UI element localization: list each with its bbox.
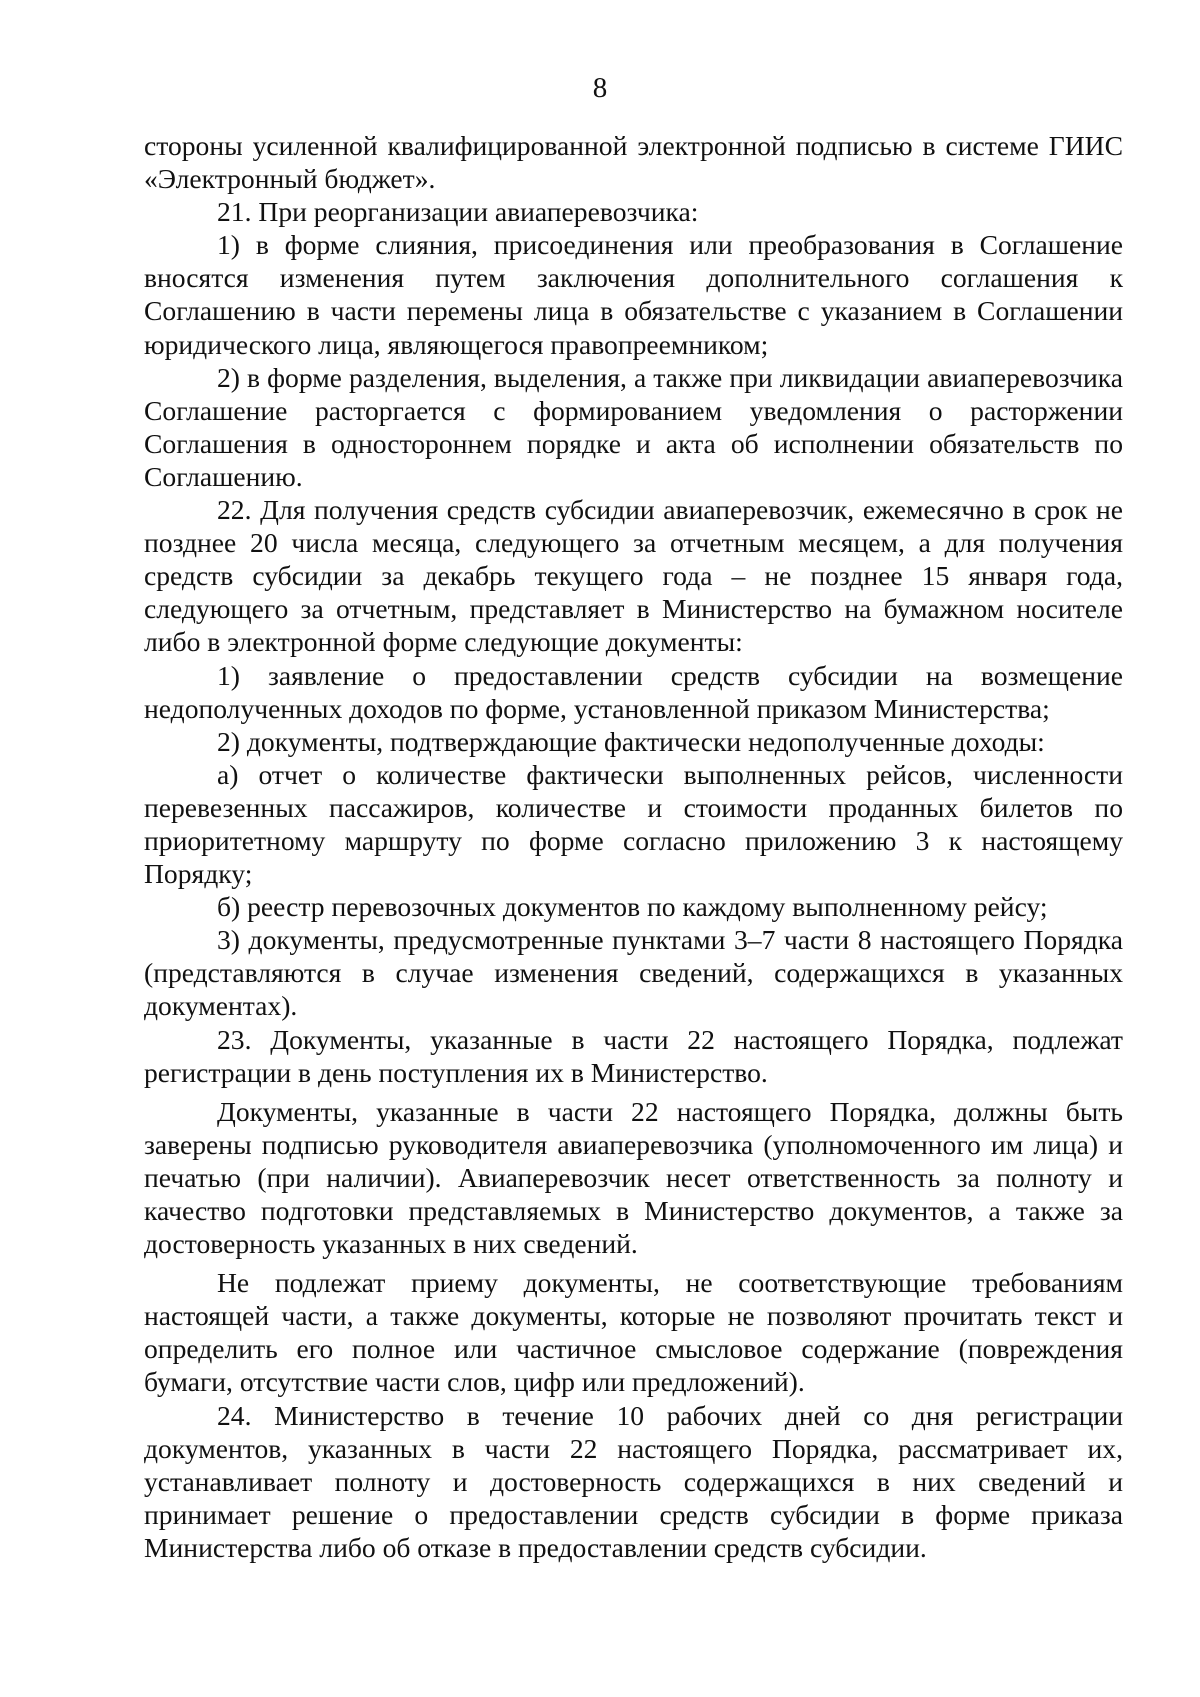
paragraph-22-item-3: 3) документы, предусмотренные пунктами 3–7 части 8 настоящего Порядка (представляются в случае изменения сведений, содержащихся в указанных документах). — [144, 924, 1123, 1022]
paragraph-continuation: стороны усиленной квалифицированной электронной подписью в системе ГИИС «Электронный бюджет». — [144, 130, 1123, 195]
paragraph-21-item-2: 2) в форме разделения, выделения, а также при ликвидации авиаперевозчика Соглашение расторгается с формированием уведомления о расторжении Соглашения в одностороннем порядке и акта об исполнении обязательств по Соглашению. — [144, 361, 1123, 492]
paragraph-22-item-2: 2) документы, подтверждающие фактически недополученные доходы: — [217, 725, 1045, 757]
document-body — [144, 129, 1123, 1564]
paragraph-22: 22. Для получения средств субсидии авиаперевозчик, ежемесячно в срок не позднее 20 числа месяца, следующего за отчетным месяцем, а для получения средств субсидии за декабрь текущего года – не позднее 15 января года, следующего за отчетным, представляет в Министерство на бумажном носителе либо в электронной форме следующие документы: — [144, 494, 1123, 658]
paragraph-23: 23. Документы, указанные в части 22 настоящего Порядка, подлежат регистрации в день поступления их в Министерство. — [144, 1023, 1123, 1088]
paragraph-24: 24. Министерство в течение 10 рабочих дней со дня регистрации документов, указанных в части 22 настоящего Порядка, рассматривает их, устанавливает полноту и достоверность содержащихся в них сведений и принимает решение о предоставлении средств субсидии в форме приказа Министерства либо об отказе в предоставлении средств субсидии. — [144, 1399, 1123, 1563]
paragraph-22-item-2b: б) реестр перевозочных документов по каждому выполненному рейсу; — [217, 891, 1048, 923]
paragraph-21: 21. При реорганизации авиаперевозчика: — [217, 196, 699, 228]
paragraph-22-item-2a: а) отчет о количестве фактически выполненных рейсов, численности перевезенных пассажиров, количестве и стоимости проданных билетов по приоритетному маршруту по форме согласно приложению 3 к настоящему Порядку; — [144, 758, 1123, 890]
paragraph-23-signature: Документы, указанные в части 22 настоящего Порядка, должны быть заверены подписью руководителя авиаперевозчика (уполномоченного им лица) и печатью (при наличии). Авиаперевозчик несет ответственность за полноту и качество подготовки представляемых в Министерство документов, а также за достоверность указанных в них сведений. — [144, 1095, 1123, 1260]
paragraph-21-item-1: 1) в форме слияния, присоединения или преобразования в Соглашение вносятся изменения путем заключения дополнительного соглашения к Соглашению в части перемены лица в обязательстве с указанием в Соглашении юридического лица, являющегося правопреемником; — [144, 229, 1123, 360]
paragraph-22-item-1: 1) заявление о предоставлении средств субсидии на возмещение недополученных доходов по форме, установленной приказом Министерства; — [144, 659, 1123, 724]
paragraph-23-rejection: Не подлежат приему документы, не соответствующие требованиям настоящей части, а также документы, которые не позволяют прочитать текст и определить его полное или частичное смысловое содержание (повреждения бумаги, отсутствие части слов, цифр или предложений). — [144, 1267, 1123, 1398]
page-number: 8 — [592, 72, 608, 104]
